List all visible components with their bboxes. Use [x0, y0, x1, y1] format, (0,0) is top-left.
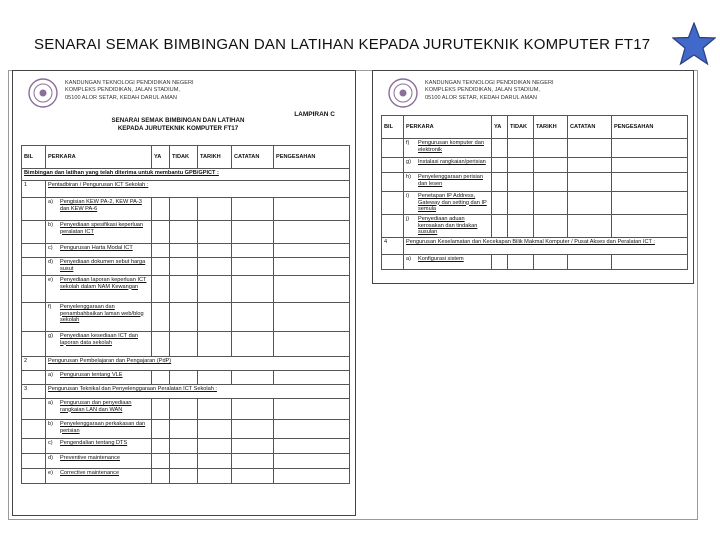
school-address: KANDUNGAN TEKNOLOGI PENDIDIKAN NEGERI KOMPLEKS PENDIDIKAN, JALAN STADIUM, 05100 ALOR SETAR, KEDAH DARUL AMAN	[65, 80, 194, 101]
cell-catatan[interactable]	[232, 258, 274, 276]
item-text: Penyelenggaraan dan penambahbaikan laman web/blog sekolah	[60, 304, 144, 324]
col-perkara: PERKARA	[46, 146, 152, 169]
cell-perkara	[46, 276, 152, 303]
checklist-table-page-2	[381, 115, 688, 270]
cell-tarikh[interactable]	[198, 221, 232, 244]
cell-tarikh[interactable]	[198, 198, 232, 221]
cell-bil: 3	[22, 385, 46, 399]
cell-perkara	[46, 303, 152, 332]
cell-tidak[interactable]	[170, 420, 198, 439]
item-text: Corrective maintenance	[60, 470, 120, 476]
cell-perkara	[46, 198, 152, 221]
cell-catatan[interactable]	[568, 158, 612, 173]
cell-pengesahan[interactable]	[612, 139, 688, 158]
cell-pengesahan[interactable]	[274, 439, 350, 454]
cell-perkara	[404, 192, 492, 215]
school-header-2	[387, 75, 687, 115]
cell-ya[interactable]	[492, 158, 508, 173]
cell-catatan[interactable]	[232, 332, 274, 357]
cell-bil	[382, 158, 404, 173]
intro-row: Bimbingan dan latihan yang telah diterima untuk membantu GPB/GPICT :	[22, 169, 350, 181]
item-text: Penyediaan kesediaan ICT dan laporan data sekolah	[60, 333, 138, 346]
cell-catatan[interactable]	[568, 215, 612, 238]
cell-pengesahan[interactable]	[274, 276, 350, 303]
lampiran-label: LAMPIRAN C	[294, 111, 335, 118]
cell-catatan[interactable]	[568, 192, 612, 215]
cell-bil	[22, 244, 46, 258]
cell-pengesahan[interactable]	[274, 371, 350, 385]
table-row	[382, 192, 688, 215]
cell-catatan[interactable]	[568, 173, 612, 192]
cell-pengesahan[interactable]	[274, 198, 350, 221]
item-text: Penyediaan aduan kerosakan dan tindakan susulan	[418, 216, 478, 236]
col-pengesahan-2: PENGESAHAN	[612, 116, 688, 139]
cell-tarikh[interactable]	[534, 254, 568, 269]
cell-bil	[22, 399, 46, 420]
cell-tarikh[interactable]	[198, 244, 232, 258]
cell-ya[interactable]	[152, 454, 170, 469]
section-text: Pengurusan Pembelajaran dan Pengajaran (PdP)	[48, 358, 172, 364]
cell-tidak[interactable]	[170, 244, 198, 258]
school-address-2: KANDUNGAN TEKNOLOGI PENDIDIKAN NEGERI KOMPLEKS PENDIDIKAN, JALAN STADIUM, 05100 ALOR SETAR, KEDAH DARUL AMAN	[425, 80, 554, 101]
cell-pengesahan[interactable]	[274, 258, 350, 276]
item-letter: d)	[48, 455, 53, 461]
cell-catatan[interactable]	[232, 303, 274, 332]
cell-pengesahan[interactable]	[274, 303, 350, 332]
table-row	[22, 469, 350, 484]
cell-perkara	[46, 371, 152, 385]
checklist-table-page-1	[21, 145, 350, 484]
star-icon[interactable]	[672, 22, 716, 66]
col-perkara-2: PERKARA	[404, 116, 492, 139]
cell-tarikh[interactable]	[198, 332, 232, 357]
item-text: Penyelenggaraan perkakasan dan perisian	[60, 421, 146, 434]
item-text: Penetapan IP Address, Gateway dan setting dan IP semula	[418, 193, 487, 213]
cell-catatan[interactable]	[232, 420, 274, 439]
cell-tidak[interactable]	[170, 454, 198, 469]
cell-ya[interactable]	[152, 258, 170, 276]
cell-ya[interactable]	[152, 332, 170, 357]
item-text: Pengurusan Harta Modal ICT	[60, 245, 133, 251]
table-row	[22, 399, 350, 420]
cell-catatan[interactable]	[232, 198, 274, 221]
table-row	[22, 198, 350, 221]
cell-perkara	[46, 420, 152, 439]
cell-pengesahan[interactable]	[274, 332, 350, 357]
item-text: Penyediaan laporan keperluan ICT sekolah dalam NAM Kewangan	[60, 277, 147, 290]
document-page-1	[12, 70, 356, 516]
table-row	[22, 420, 350, 439]
cell-ya[interactable]	[492, 254, 508, 269]
cell-tarikh[interactable]	[534, 158, 568, 173]
cell-bil	[22, 198, 46, 221]
item-letter: e)	[48, 470, 53, 476]
col-tidak: TIDAK	[170, 146, 198, 169]
item-letter: g)	[406, 159, 411, 165]
table-row	[382, 139, 688, 158]
cell-tidak[interactable]	[170, 332, 198, 357]
item-text: Pengurusan dan penyediaan rangkaian LAN dan WAN	[60, 400, 132, 413]
table-row	[382, 254, 688, 269]
cell-ya[interactable]	[152, 399, 170, 420]
cell-tarikh[interactable]	[198, 420, 232, 439]
cell-pengesahan[interactable]	[612, 192, 688, 215]
cell-bil: 2	[22, 357, 46, 371]
cell-bil	[22, 303, 46, 332]
item-letter: f)	[406, 140, 410, 146]
cell-tidak[interactable]	[508, 192, 534, 215]
school-logo-2	[387, 77, 419, 109]
cell-ya[interactable]	[152, 371, 170, 385]
cell-bil	[22, 221, 46, 244]
document-page-2	[372, 70, 694, 284]
cell-perkara	[404, 158, 492, 173]
cell-bil	[22, 258, 46, 276]
table-row	[22, 454, 350, 469]
cell-perkara	[46, 454, 152, 469]
col-catatan: CATATAN	[232, 146, 274, 169]
cell-perkara	[46, 399, 152, 420]
section-text: Pengurusan Keselamatan dan Kecekapan Bilik Makmal Komputer / Pusat Akses dan Peralatan ICT :	[406, 238, 655, 245]
cell-catatan[interactable]	[232, 454, 274, 469]
table-row	[22, 276, 350, 303]
cell-perkara	[46, 258, 152, 276]
table-row	[382, 173, 688, 192]
cell-catatan[interactable]	[232, 276, 274, 303]
cell-tidak[interactable]	[508, 158, 534, 173]
cell-ya[interactable]	[492, 192, 508, 215]
cell-perkara	[404, 237, 688, 254]
table-row	[22, 357, 350, 371]
item-letter: h)	[406, 174, 411, 180]
cell-tidak[interactable]	[170, 276, 198, 303]
cell-perkara	[46, 221, 152, 244]
school-header	[27, 75, 327, 115]
cell-tidak[interactable]	[170, 303, 198, 332]
cell-bil	[382, 254, 404, 269]
item-letter: d)	[48, 259, 53, 265]
cell-ya[interactable]	[152, 244, 170, 258]
cell-ya[interactable]	[492, 139, 508, 158]
table-row	[22, 385, 350, 399]
cell-catatan[interactable]	[232, 439, 274, 454]
cell-tidak[interactable]	[170, 439, 198, 454]
cell-pengesahan[interactable]	[274, 420, 350, 439]
item-letter: a)	[48, 199, 53, 205]
cell-tidak[interactable]	[508, 215, 534, 238]
table-row	[22, 181, 350, 198]
cell-bil	[382, 173, 404, 192]
cell-bil	[22, 276, 46, 303]
cell-ya[interactable]	[152, 198, 170, 221]
col-bil-2: BIL	[382, 116, 404, 139]
cell-ya[interactable]	[492, 173, 508, 192]
document-title: SENARAI SEMAK BIMBINGAN DAN LATIHAN KEPADA JURUTEKNIK KOMPUTER FT17	[111, 117, 245, 132]
item-text: Pengurusan komputer dan elektronik	[418, 140, 484, 153]
table-header-row	[22, 146, 350, 169]
cell-tidak[interactable]	[508, 139, 534, 158]
cell-tarikh[interactable]	[198, 399, 232, 420]
item-letter: c)	[48, 245, 53, 251]
item-letter: b)	[48, 421, 53, 427]
cell-bil	[22, 332, 46, 357]
cell-ya[interactable]	[152, 221, 170, 244]
col-pengesahan: PENGESAHAN	[274, 146, 350, 169]
slide-title: SENARAI SEMAK BIMBINGAN DAN LATIHAN KEPADA JURUTEKNIK KOMPUTER FT17	[34, 36, 651, 53]
cell-perkara	[404, 215, 492, 238]
cell-bil: 1	[22, 181, 46, 198]
table-row	[22, 371, 350, 385]
cell-bil	[382, 192, 404, 215]
cell-bil	[22, 439, 46, 454]
item-text: Konfigurasi sistem	[418, 255, 464, 262]
cell-catatan[interactable]	[232, 371, 274, 385]
item-text: Penyediaan dokumen sebut harga susut	[60, 259, 146, 272]
cell-tarikh[interactable]	[198, 371, 232, 385]
cell-perkara	[46, 181, 350, 198]
cell-perkara	[46, 244, 152, 258]
col-catatan-2: CATATAN	[568, 116, 612, 139]
cell-perkara	[46, 332, 152, 357]
item-text: Pengisian KEW PA-2, KEW PA-3 dan KEW PA-6	[60, 199, 142, 212]
cell-pengesahan[interactable]	[612, 173, 688, 192]
cell-perkara	[46, 357, 350, 371]
cell-catatan[interactable]	[232, 221, 274, 244]
table-row	[22, 258, 350, 276]
col-ya-2: YA	[492, 116, 508, 139]
table-row	[382, 158, 688, 173]
item-letter: f)	[48, 304, 52, 310]
cell-pengesahan[interactable]	[274, 221, 350, 244]
item-letter: c)	[48, 440, 53, 446]
cell-catatan[interactable]	[232, 244, 274, 258]
item-letter: e)	[48, 277, 53, 283]
cell-pengesahan[interactable]	[274, 244, 350, 258]
cell-pengesahan[interactable]	[612, 254, 688, 269]
cell-tidak[interactable]	[170, 258, 198, 276]
cell-tidak[interactable]	[170, 371, 198, 385]
cell-tidak[interactable]	[170, 198, 198, 221]
item-text: Preventive maintenance	[60, 455, 121, 461]
cell-tarikh[interactable]	[198, 303, 232, 332]
item-text: Penyediaan spesifikasi keperluan peralatan ICT	[60, 222, 144, 235]
cell-tarikh[interactable]	[534, 215, 568, 238]
item-text: Pengendalian tentang DTS	[60, 440, 128, 446]
cell-pengesahan[interactable]	[612, 215, 688, 238]
item-letter: a)	[48, 372, 53, 378]
cell-bil	[22, 469, 46, 484]
item-letter: a)	[406, 255, 411, 262]
table-row	[22, 332, 350, 357]
cell-perkara	[46, 469, 152, 484]
cell-ya[interactable]	[492, 215, 508, 238]
cell-bil	[22, 420, 46, 439]
table-row	[382, 215, 688, 238]
cell-tarikh[interactable]	[198, 454, 232, 469]
cell-bil	[382, 215, 404, 238]
cell-tidak[interactable]	[170, 399, 198, 420]
cell-tarikh[interactable]	[198, 258, 232, 276]
cell-pengesahan[interactable]	[274, 469, 350, 484]
cell-bil	[22, 454, 46, 469]
item-text: Penyelenggaraan perisian dan lesen	[418, 174, 483, 187]
section-text: Pentadbiran / Pengurusan ICT Sekolah :	[48, 182, 149, 188]
item-text: Pengurusan tentang VLE	[60, 372, 123, 378]
item-letter: j)	[406, 216, 410, 222]
cell-bil	[382, 139, 404, 158]
cell-tarikh[interactable]	[198, 276, 232, 303]
cell-ya[interactable]	[152, 469, 170, 484]
item-letter: b)	[48, 222, 53, 228]
cell-pengesahan[interactable]	[274, 454, 350, 469]
cell-tarikh[interactable]	[198, 469, 232, 484]
cell-ya[interactable]	[152, 420, 170, 439]
school-logo	[27, 77, 59, 109]
table-row	[22, 303, 350, 332]
table-row	[22, 244, 350, 258]
table-row	[382, 237, 688, 254]
cell-pengesahan[interactable]	[612, 158, 688, 173]
cell-perkara	[404, 173, 492, 192]
cell-ya[interactable]	[152, 439, 170, 454]
cell-catatan[interactable]	[232, 469, 274, 484]
item-letter: g)	[48, 333, 53, 339]
cell-ya[interactable]	[152, 276, 170, 303]
cell-pengesahan[interactable]	[274, 399, 350, 420]
col-bil: BIL	[22, 146, 46, 169]
item-text: Instalasi rangkaian/perisian	[418, 159, 486, 165]
cell-perkara	[46, 385, 350, 399]
section-text: Pengurusan Teknikal dan Penyelenggaraan Peralatan ICT Sekolah :	[48, 386, 217, 392]
cell-tarikh[interactable]	[534, 192, 568, 215]
cell-tarikh[interactable]	[534, 139, 568, 158]
cell-perkara	[46, 439, 152, 454]
col-tarikh-2: TARIKH	[534, 116, 568, 139]
cell-tarikh[interactable]	[198, 439, 232, 454]
cell-tidak[interactable]	[508, 173, 534, 192]
col-tidak-2: TIDAK	[508, 116, 534, 139]
item-letter: a)	[48, 400, 53, 406]
table-row	[22, 221, 350, 244]
cell-catatan[interactable]	[568, 254, 612, 269]
table-row	[22, 439, 350, 454]
cell-perkara	[404, 139, 492, 158]
cell-bil: 4	[382, 237, 404, 254]
cell-perkara	[404, 254, 492, 269]
col-ya: YA	[152, 146, 170, 169]
table-header-row-2	[382, 116, 688, 139]
col-tarikh: TARIKH	[198, 146, 232, 169]
cell-tidak[interactable]	[508, 254, 534, 269]
cell-tidak[interactable]	[170, 221, 198, 244]
cell-tidak[interactable]	[170, 469, 198, 484]
cell-catatan[interactable]	[232, 399, 274, 420]
cell-ya[interactable]	[152, 303, 170, 332]
cell-catatan[interactable]	[568, 139, 612, 158]
item-letter: i)	[406, 193, 410, 199]
cell-bil	[22, 371, 46, 385]
cell-tarikh[interactable]	[534, 173, 568, 192]
